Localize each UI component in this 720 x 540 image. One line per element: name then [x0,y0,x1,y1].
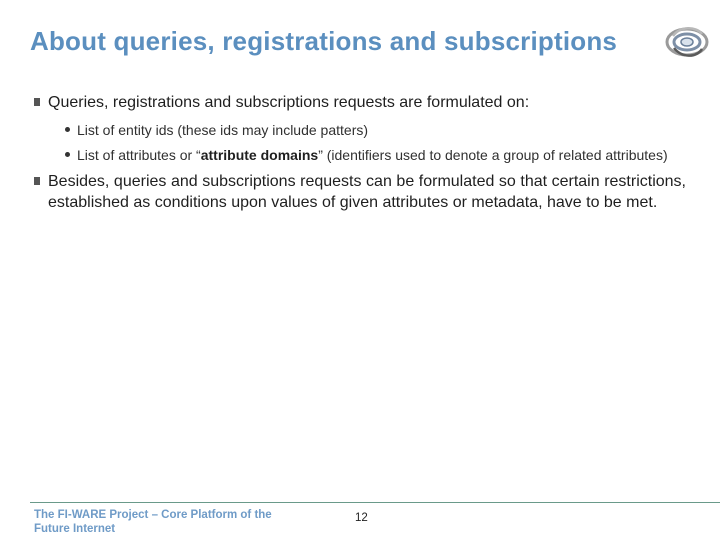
round-bullet-icon [65,127,70,132]
sub-bullet-text: List of entity ids (these ids may include patters) [77,122,369,138]
slide-body [34,92,686,213]
square-bullet-icon [34,177,40,185]
footer-divider [30,502,720,503]
footer-project-text: The FI-WARE Project – Core Platform of the Future Internet [34,509,272,535]
sub-bullet-emphasis: attribute domains [200,147,319,163]
slide-title: About queries, registrations and subscriptions [30,26,618,56]
bullet-item [34,171,686,213]
sub-bullet-list [34,121,686,164]
sub-bullet-item [34,121,686,139]
sub-bullet-text-end: ” (identifiers used to denote a group of related attributes) [318,147,668,163]
bullet-text: Besides, queries and subscriptions requests can be formulated so that certain restrictions, established as conditions upon values of given attributes or metadata, have to be met. [48,173,686,211]
round-bullet-icon [65,152,70,157]
page-number: 12 [355,512,368,524]
swirl-logo-icon [664,22,710,62]
bullet-item [34,92,686,113]
sub-bullet-text-start: List of attributes or “ [77,147,201,163]
sub-bullet-item [34,146,686,164]
bullet-text: Queries, registrations and subscriptions requests are formulated on: [48,94,530,111]
square-bullet-icon [34,98,40,106]
